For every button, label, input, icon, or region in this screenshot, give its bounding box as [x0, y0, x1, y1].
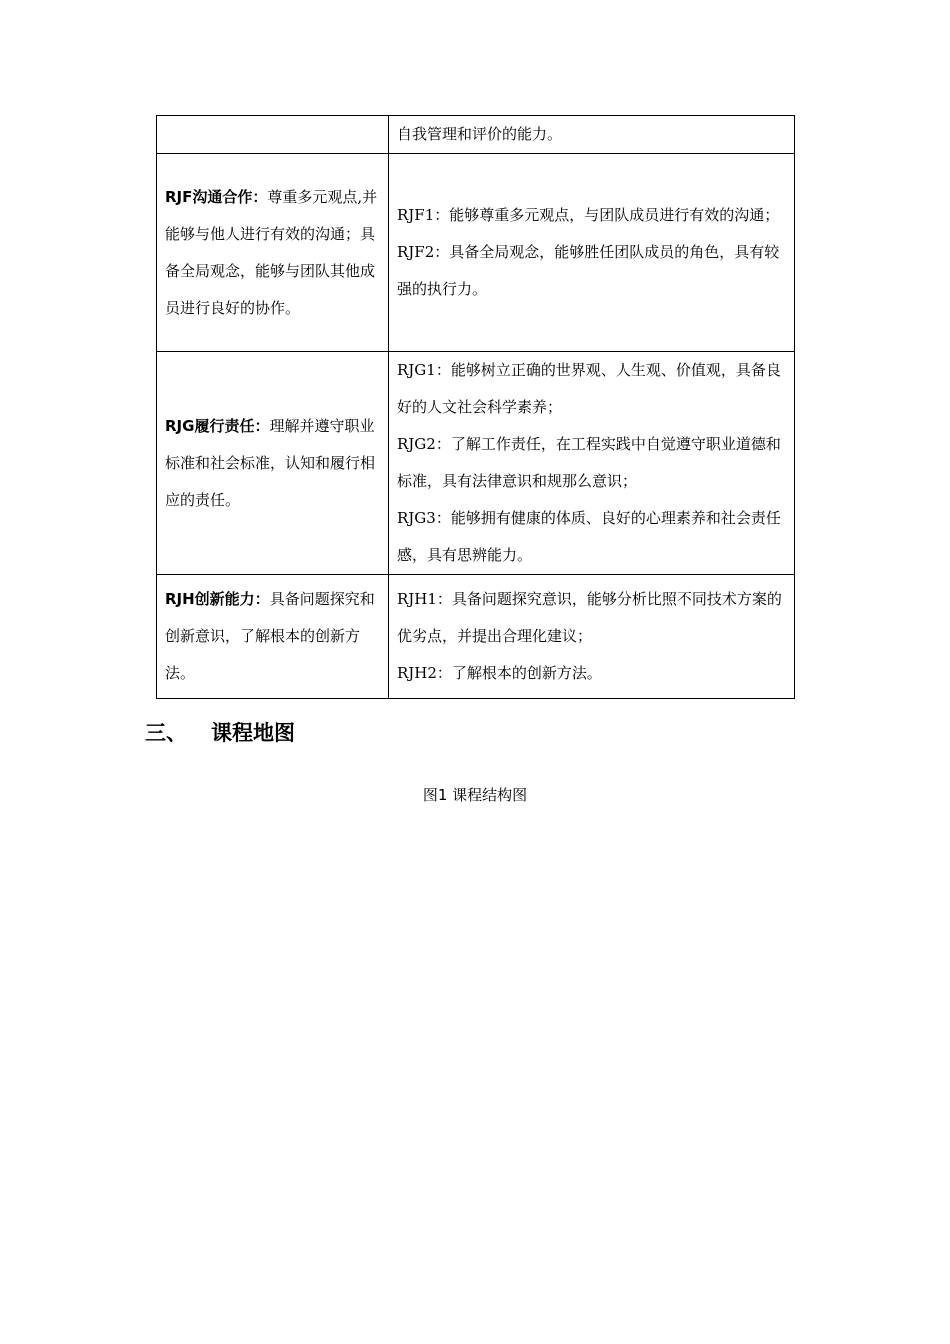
- section-title: 课程地图: [211, 721, 295, 745]
- table-row-continued: [157, 116, 795, 154]
- figure-caption: 图1 课程结构图: [422, 786, 528, 804]
- indicator-text: 自我管理和评价的能力。: [397, 125, 563, 143]
- requirement-cell-rjh: [157, 575, 389, 699]
- requirement-description: 理解并遵守职业标准和社会标准，认知和履行相应的责任。: [165, 416, 376, 509]
- table-row-rjg: [157, 352, 795, 575]
- indicator-rjf2: RJF2：具备全局观念，能够胜任团队成员的角色，具有较强的执行力。: [397, 243, 780, 298]
- requirement-description: 具备问题探究和创新意识，了解根本的创新方法。: [165, 590, 375, 682]
- indicator-cell-rjh: [389, 575, 795, 699]
- indicator-rjg1: RJG1：能够树立正确的世界观、人生观、价值观，具备良好的人文社会科学素养；: [397, 361, 781, 416]
- requirement-cell-rjg: [157, 352, 389, 575]
- indicator-cell-rjf: [389, 154, 795, 352]
- outcomes-table: [156, 115, 795, 699]
- indicator-rjg3: RJG3：能够拥有健康的体质、良好的心理素养和社会责任感，具有思辨能力。: [397, 509, 781, 564]
- requirement-title: RJH创新能力：: [165, 590, 270, 608]
- requirement-cell-rjf: [157, 154, 389, 352]
- requirement-title: RJF沟通合作：: [165, 187, 268, 206]
- section-heading: [145, 716, 295, 750]
- indicator-rjg2: RJG2：了解工作责任，在工程实践中自觉遵守职业道德和标准，具有法律意识和规那么意识；: [397, 435, 781, 490]
- indicator-cell-rjg: [389, 352, 795, 575]
- table-row-rjh: [157, 575, 795, 699]
- table-cell-empty: [157, 116, 389, 154]
- requirement-description: 尊重多元观点,并能够与他人进行有效的沟通；具备全局观念，能够与团队其他成员进行良好的协作。: [165, 187, 378, 317]
- indicator-rjf1: RJF1：能够尊重多元观点，与团队成员进行有效的沟通；: [397, 206, 780, 224]
- indicator-rjh2: RJH2：了解根本的创新方法。: [397, 664, 602, 682]
- section-number: 三、: [145, 721, 187, 745]
- requirement-title: RJG履行责任：: [165, 416, 270, 435]
- indicator-rjh1: RJH1：具备问题探究意识，能够分析比照不同技术方案的优劣点，并提出合理化建议；: [397, 590, 782, 645]
- table-cell-continued: [389, 116, 795, 154]
- table-row-rjf: [157, 154, 795, 352]
